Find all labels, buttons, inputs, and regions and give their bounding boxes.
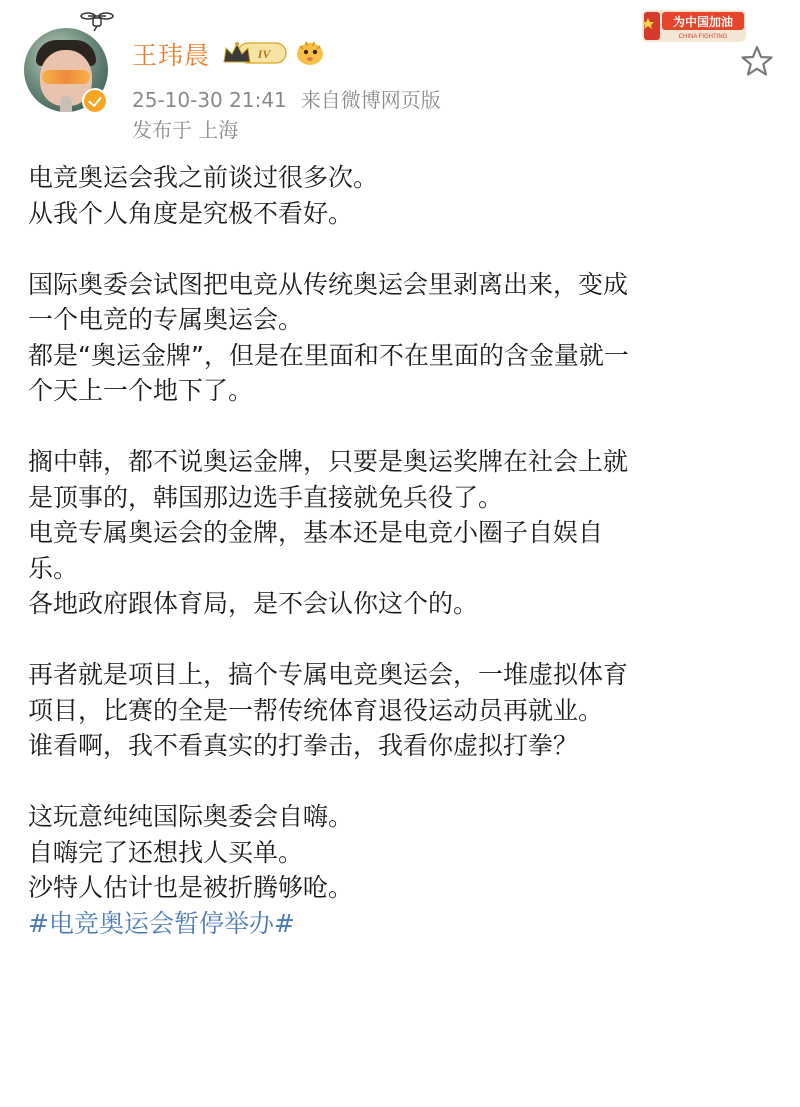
content-line: 再者就是项目上，搞个专属电竞奥运会，一堆虚拟体育	[28, 660, 629, 689]
hashtag-link[interactable]: #电竞奥运会暂停举办#	[28, 908, 295, 938]
post-content	[28, 160, 768, 941]
post-source[interactable]: 来自微博网页版	[300, 88, 441, 112]
avatar-glasses	[42, 70, 90, 84]
content-line: 搁中韩，都不说奥运金牌，只要是奥运奖牌在社会上就	[28, 447, 629, 476]
content-line: 项目，比赛的全是一帮传统体育退役运动员再就业。	[28, 695, 604, 725]
paragraph-gap	[28, 231, 768, 267]
post-timestamp[interactable]: 25-10-30 21:41	[132, 88, 287, 112]
paragraph-gap	[28, 764, 768, 800]
promo-badge-subtext: CHINA FIGHTING	[678, 34, 728, 40]
content-line: 谁看啊，我不看真实的打拳击，我看你虚拟打拳？	[28, 731, 579, 760]
paragraph-gap	[28, 409, 768, 445]
promo-badge-text: 为中国加油	[672, 15, 734, 29]
content-line: 一个电竞的专属奥运会。	[28, 305, 304, 334]
content-line: 乐。	[28, 553, 79, 583]
verified-badge-icon	[82, 88, 108, 114]
content-line: 自嗨完了还想找人买单。	[28, 837, 304, 867]
level-badge-text: IV	[257, 47, 271, 61]
star-icon[interactable]	[740, 44, 774, 78]
level-crown-badge-icon[interactable]	[222, 40, 288, 66]
content-line: 这玩意纯纯国际奥委会自嗨。	[28, 802, 354, 831]
pufferfish-badge-icon[interactable]	[294, 38, 326, 68]
content-line: 从我个人角度是究极不看好。	[28, 198, 354, 228]
post-meta	[132, 84, 441, 113]
paragraph-gap	[28, 622, 768, 658]
content-line: 电竞专属奥运会的金牌，基本还是电竞小圈子自娱自	[28, 518, 604, 547]
content-line: 国际奥委会试图把电竞从传统奥运会里剥离出来，变成	[28, 269, 629, 299]
content-line: 个天上一个地下了。	[28, 376, 254, 405]
post-location: 发布于 上海	[132, 118, 239, 142]
drone-icon	[80, 10, 114, 32]
content-line: 都是“奥运金牌”，但是在里面和不在里面的含金量就一	[28, 340, 629, 370]
content-line: 是顶事的，韩国那边选手直接就免兵役了。	[28, 482, 504, 512]
content-line: 沙特人估计也是被折腾够呛。	[28, 873, 354, 902]
avatar-microphone	[60, 96, 72, 112]
author-name[interactable]: 王玮晨	[132, 41, 211, 70]
content-line: 电竞奥运会我之前谈过很多次。	[28, 163, 379, 192]
content-line: 各地政府跟体育局，是不会认你这个的。	[28, 589, 479, 618]
promo-badge[interactable]	[640, 6, 748, 46]
